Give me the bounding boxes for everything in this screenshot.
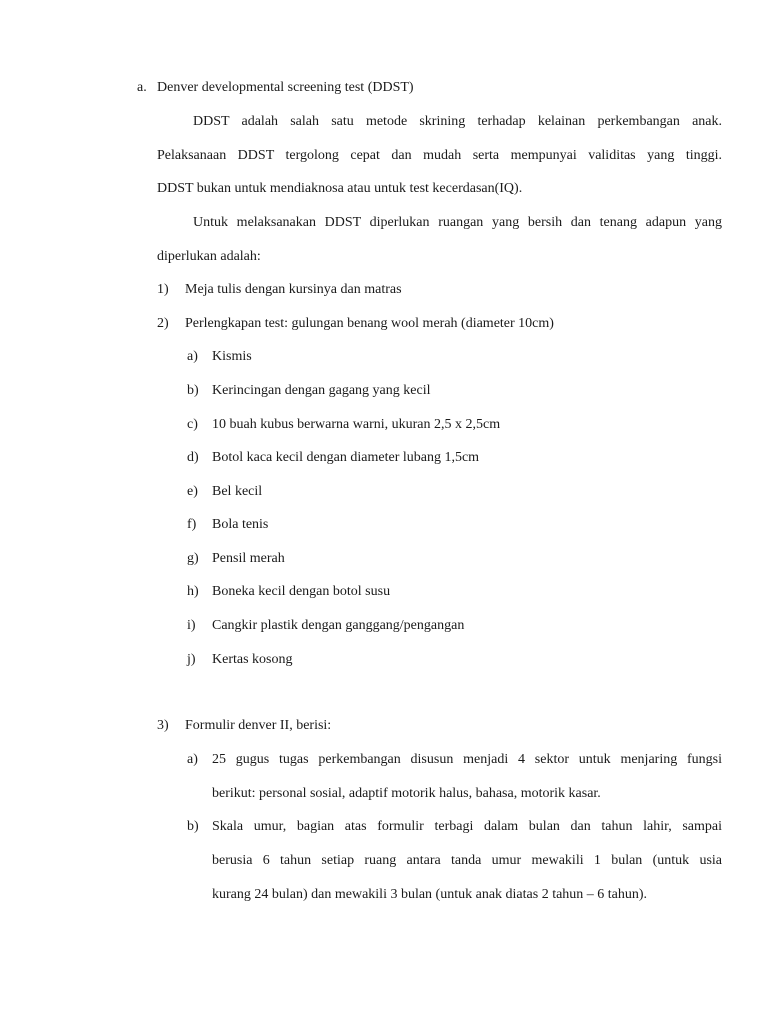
list-item-3-marker: 3)	[157, 718, 169, 733]
item3-sub-b-line-2: berusia 6 tahun setiap ruang antara tanda umur mewakili 1 bulan (untuk usia	[212, 853, 722, 868]
paragraph-1-line-1: DDST adalah salah satu metode skrining terhadap kelainan perkembangan anak.	[193, 114, 722, 129]
sublist-item-f-marker: f)	[187, 517, 197, 532]
item3-sub-a-marker: a)	[187, 752, 198, 767]
paragraph-2-line-2: diperlukan adalah:	[157, 249, 261, 264]
list-item-1-marker: 1)	[157, 282, 169, 297]
sublist-item-g-marker: g)	[187, 551, 199, 566]
list-item-2-text: Perlengkapan test: gulungan benang wool merah (diameter 10cm)	[185, 316, 554, 331]
item3-sub-b-line-1: Skala umur, bagian atas formulir terbagi dalam bulan dan tahun lahir, sampai	[212, 819, 722, 834]
item3-sub-a-line-2: berikut: personal sosial, adaptif motorik halus, bahasa, motorik kasar.	[212, 786, 601, 801]
item3-sub-a-line-1: 25 gugus tugas perkembangan disusun menjadi 4 sektor untuk menjaring fungsi	[212, 752, 722, 767]
list-item-2-marker: 2)	[157, 316, 169, 331]
sublist-item-i-marker: i)	[187, 618, 196, 633]
list-item-1-text: Meja tulis dengan kursinya dan matras	[185, 282, 402, 297]
sublist-item-b-text: Kerincingan dengan gagang yang kecil	[212, 383, 431, 398]
sublist-item-a-text: Kismis	[212, 349, 252, 364]
sublist-item-h-text: Boneka kecil dengan botol susu	[212, 584, 391, 599]
sublist-item-d-text: Botol kaca kecil dengan diameter lubang 1,5cm	[212, 450, 480, 465]
list-item-3-text: Formulir denver II, berisi:	[185, 718, 332, 733]
sublist-item-e-marker: e)	[187, 484, 198, 499]
sublist-item-b-marker: b)	[187, 383, 199, 398]
item3-sub-b-marker: b)	[187, 819, 199, 834]
sublist-item-j-text: Kertas kosong	[212, 652, 293, 667]
sublist-item-h-marker: h)	[187, 584, 199, 599]
sublist-item-f-text: Bola tenis	[212, 517, 269, 532]
paragraph-2-line-1: Untuk melaksanakan DDST diperlukan ruangan yang bersih dan tenang adapun yang	[193, 215, 722, 230]
sublist-item-g-text: Pensil merah	[212, 551, 285, 566]
sublist-item-c-text: 10 buah kubus berwarna warni, ukuran 2,5 x 2,5cm	[212, 417, 501, 432]
paragraph-1-line-3: DDST bukan untuk mendiaknosa atau untuk test kecerdasan(IQ).	[157, 181, 523, 196]
item3-sub-b-line-3: kurang 24 bulan) dan mewakili 3 bulan (untuk anak diatas 2 tahun – 6 tahun).	[212, 887, 648, 902]
sublist-item-d-marker: d)	[187, 450, 199, 465]
sublist-item-i-text: Cangkir plastik dengan ganggang/pengangan	[212, 618, 465, 633]
sublist-item-e-text: Bel kecil	[212, 484, 263, 499]
sublist-item-c-marker: c)	[187, 417, 198, 432]
paragraph-1-line-2: Pelaksanaan DDST tergolong cepat dan mudah serta mempunyai validitas yang tinggi.	[157, 148, 722, 163]
sublist-item-j-marker: j)	[187, 652, 196, 667]
section-marker: a.	[137, 80, 147, 95]
sublist-item-a-marker: a)	[187, 349, 198, 364]
section-title: Denver developmental screening test (DDST)	[157, 80, 414, 95]
